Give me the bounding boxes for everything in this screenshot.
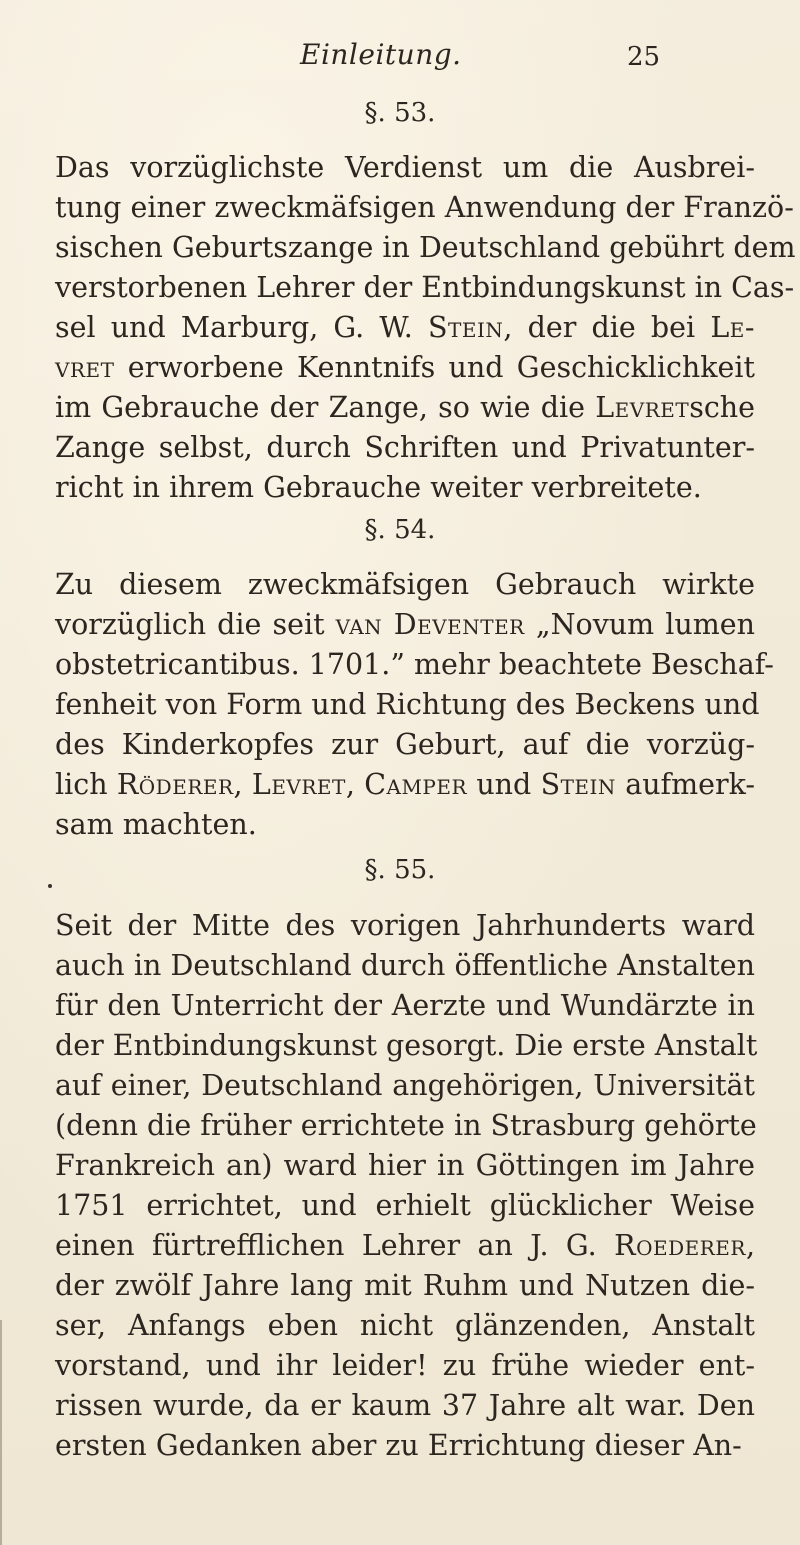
text-line	[55, 1306, 755, 1346]
text-run: ser, Anfangs eben nicht glänzenden, Anstalt	[55, 1309, 755, 1342]
text-line	[55, 605, 755, 645]
text-run: , der die bei	[503, 311, 711, 344]
text-line	[55, 1226, 755, 1266]
text-run: vorzüglich die seit	[55, 608, 336, 641]
text-run: lich	[55, 768, 117, 801]
text-run: im Gebrauche der Zange, so wie die	[55, 391, 596, 424]
section-mark-53	[0, 98, 800, 128]
text-run: 1751 errichtet, und erhielt glücklicher Weise	[55, 1189, 755, 1222]
text-line	[55, 468, 755, 508]
section-heading: §. 54.	[364, 515, 436, 545]
text-line	[55, 268, 795, 308]
section-heading: §. 53.	[364, 98, 436, 128]
paragraph-section-54	[55, 565, 774, 845]
text-run: sischen Geburtszange in Deutschland gebührt dem	[55, 231, 796, 264]
text-line	[55, 906, 755, 946]
text-run: obstetricantibus. 1701.” mehr beachtete Beschaf-	[55, 648, 774, 681]
paragraph-section-55	[55, 906, 758, 1466]
text-run: der Entbindungskunst gesorgt. Die erste Anstalt	[55, 1029, 758, 1062]
text-line	[55, 1426, 755, 1466]
text-line	[55, 1186, 755, 1226]
text-line	[55, 565, 755, 605]
text-line	[55, 725, 755, 765]
text-run: verstorbenen Lehrer der Entbindungskunst in Cas-	[55, 271, 795, 304]
text-run: aufmerk-	[615, 768, 756, 801]
text-run: erworbene Kenntnifs und Geschicklichkeit	[114, 351, 755, 384]
text-run: Zu diesem zweckmäfsigen Gebrauch wirkte	[55, 568, 755, 601]
text-run: und	[467, 768, 541, 801]
section-mark-55	[0, 855, 800, 885]
text-line	[55, 308, 755, 348]
section-mark-54	[0, 515, 800, 545]
text-run: tung einer zweckmäfsigen Anwendung der Franzö-	[55, 191, 794, 224]
text-run: fenheit von Form und Richtung des Beckens und	[55, 688, 760, 721]
person-name: vret	[55, 351, 115, 384]
text-line	[55, 645, 774, 685]
text-run: für den Unterricht der Aerzte und Wundärzte in	[55, 989, 755, 1022]
running-head-title: Einleitung.	[300, 38, 462, 71]
text-line	[55, 148, 755, 188]
page-edge-shadow	[0, 1320, 2, 1545]
person-name: van Deventer	[335, 608, 525, 641]
text-line	[55, 986, 755, 1026]
section-heading: §. 55.	[364, 855, 436, 885]
text-line	[55, 428, 755, 468]
text-run: sel und Marburg, G. W.	[55, 311, 428, 344]
person-name: Levret	[251, 768, 346, 801]
text-line	[55, 188, 794, 228]
text-run: ,	[745, 1229, 755, 1262]
text-line	[55, 1106, 755, 1146]
text-run: Seit der Mitte des vorigen Jahrhunderts ward	[55, 909, 755, 942]
text-run: ersten Gedanken aber zu Errichtung dieser An-	[55, 1429, 742, 1462]
text-run: ,	[233, 768, 252, 801]
text-line	[55, 1026, 758, 1066]
text-line	[55, 388, 755, 428]
text-line	[55, 1146, 755, 1186]
text-run: sche	[689, 391, 755, 424]
person-name: Röderer	[116, 768, 234, 801]
person-name: Levret	[595, 391, 690, 424]
ink-speck	[48, 884, 52, 888]
text-run: des Kinderkopfes zur Geburt, auf die vorzüg-	[55, 728, 755, 761]
text-run: (denn die früher errichtete in Strasburg gehörte	[55, 1109, 757, 1142]
text-line	[55, 1386, 755, 1426]
text-line	[55, 1346, 755, 1386]
text-run: Zange selbst, durch Schriften und Privatunter-	[55, 431, 755, 464]
running-head	[0, 38, 800, 78]
text-run: auf einer, Deutschland angehörigen, Universität	[55, 1069, 755, 1102]
person-name: Stein	[427, 311, 504, 344]
text-run: richt in ihrem Gebrauche weiter verbreitete.	[55, 471, 702, 504]
text-run: Frankreich an) ward hier in Göttingen im Jahre	[55, 1149, 755, 1182]
text-run: einen fürtrefflichen Lehrer an J. G.	[55, 1229, 615, 1262]
text-line	[55, 685, 760, 725]
person-name: Stein	[540, 768, 616, 801]
text-line	[55, 348, 755, 388]
text-line	[55, 228, 796, 268]
person-name: Camper	[364, 768, 468, 801]
text-run: Das vorzüglichste Verdienst um die Ausbrei-	[55, 151, 755, 184]
text-line	[55, 765, 755, 805]
text-run: der zwölf Jahre lang mit Ruhm und Nutzen die-	[55, 1269, 755, 1302]
text-run: rissen wurde, da er kaum 37 Jahre alt war. Den	[55, 1389, 755, 1422]
text-run: sam machten.	[55, 808, 257, 841]
text-line	[55, 946, 755, 986]
person-name: Roederer	[614, 1229, 746, 1262]
text-line	[55, 1066, 755, 1106]
text-run: „Novum lumen	[524, 608, 755, 641]
text-run: ,	[345, 768, 365, 801]
text-line	[55, 1266, 755, 1306]
text-run: auch in Deutschland durch öffentliche Anstalten	[55, 949, 755, 982]
text-run: vorstand, und ihr leider! zu frühe wieder ent-	[55, 1349, 755, 1382]
paragraph-section-53	[55, 148, 796, 508]
text-line	[55, 805, 755, 845]
person-name: Le-	[710, 311, 755, 344]
page-number: 25	[627, 42, 661, 72]
